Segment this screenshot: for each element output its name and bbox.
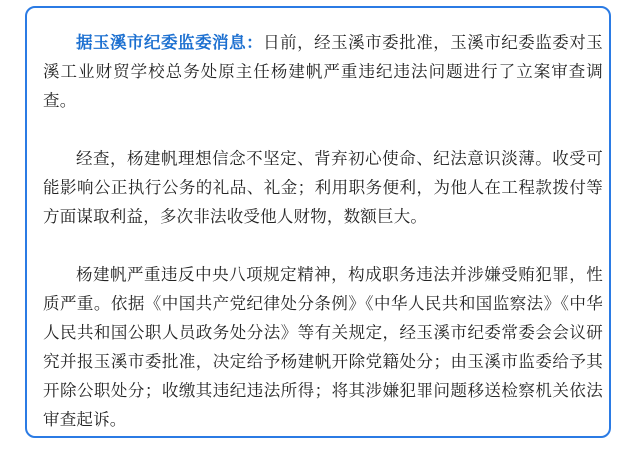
paragraph-1	[43, 28, 603, 115]
paragraph-2: 经查，杨建帆理想信念不坚定、背弃初心使命、纪法意识淡薄。收受可能影响公正执行公务的礼品、礼金；利用职务便利，为他人在工程款拨付等方面谋取利益，多次非法收受他人财物，数额巨大。	[43, 149, 603, 226]
paragraph-1-text: 日前，经玉溪市委批准，玉溪市纪委监委对玉溪工业财贸学校总务处原主任杨建帆严重违纪违法问题进行了立案审查调查。	[43, 33, 603, 110]
paragraph-3: 杨建帆严重违反中央八项规定精神，构成职务违法并涉嫌受贿犯罪，性质严重。依据《中国共产党纪律处分条例》《中华人民共和国监察法》《中华人民共和国公职人员政务处分法》等有关规定，经玉溪市纪委常委会会议研究并报玉溪市委批准，决定给予杨建帆开除党籍处分；由玉溪市监委给予其开除公职处分；收缴其违纪违法所得；将其涉嫌犯罪问题移送检察机关依法审查起诉。	[43, 265, 603, 429]
lead-label: 据玉溪市纪委监委消息：	[76, 33, 264, 52]
article-body	[43, 28, 603, 434]
article-box	[25, 6, 611, 438]
